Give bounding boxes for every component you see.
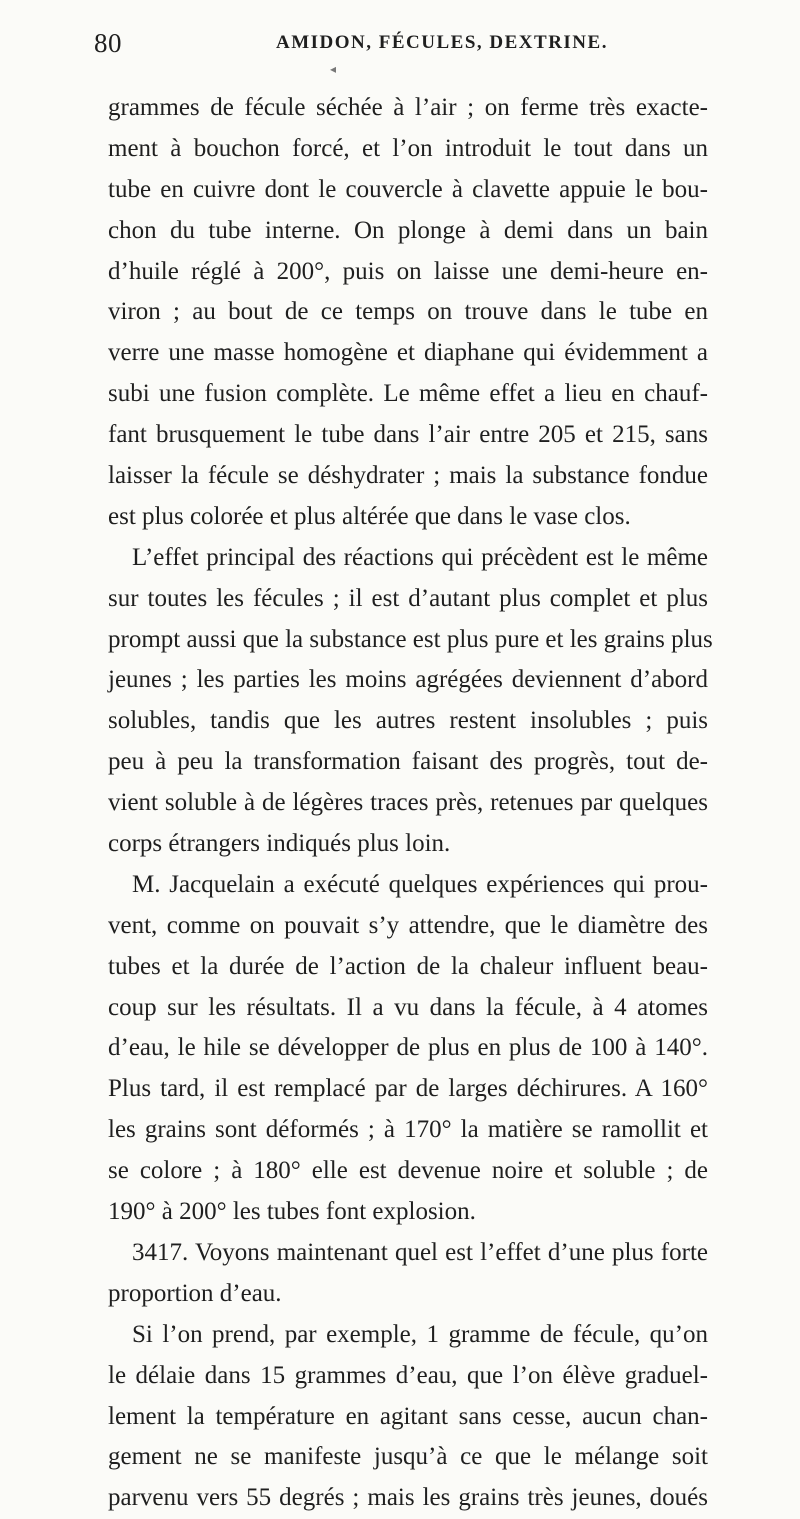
text-line: lement la température en agitant sans cesse, aucun chan- [108, 1402, 708, 1430]
text-line: solubles, tandis que les autres restent insolubles ; puis [108, 707, 708, 735]
text-line: Si l’on prend, par exemple, 1 gramme de fécule, qu’on [132, 1320, 708, 1348]
page-header [94, 28, 744, 76]
text-line: coup sur les résultats. Il a vu dans la fécule, à 4 atomes [108, 993, 708, 1021]
text-line: L’effet principal des réactions qui précèdent est le même [132, 543, 708, 571]
text-line: 190° à 200° les tubes font explosion. [108, 1198, 476, 1226]
text-line: corps étrangers indiqués plus loin. [108, 830, 451, 858]
text-line: le délaie dans 15 grammes d’eau, que l’on élève graduel- [108, 1361, 708, 1389]
text-line: grammes de fécule séchée à l’air ; on ferme très exacte- [108, 94, 708, 121]
text-line: vent, comme on pouvait s’y attendre, que le diamètre des [108, 911, 708, 939]
text-line: peu à peu la transformation faisant des progrès, tout de- [108, 748, 708, 776]
text-line: verre une masse homogène et diaphane qui évidemment a [108, 339, 708, 367]
text-line: les grains sont déformés ; à 170° la matière se ramollit et [108, 1116, 708, 1144]
text-line: d’huile réglé à 200°, puis on laisse une demi-heure en- [108, 257, 708, 285]
text-line: prompt aussi que la substance est plus pure et les grains plus [108, 625, 713, 653]
text-line: gement ne se manifeste jusqu’à ce que le mélange soit [108, 1443, 708, 1471]
text-line: Plus tard, il est remplacé par de larges déchirures. A 160° [108, 1075, 708, 1103]
text-line: sur toutes les fécules ; il est d’autant plus complet et plus [108, 584, 708, 612]
text-line: fant brusquement le tube dans l’air entre 205 et 215, sans [108, 421, 708, 449]
text-line: est plus colorée et plus altérée que dans le vase clos. [108, 502, 631, 530]
text-line: chon du tube interne. On plonge à demi dans un bain [108, 216, 708, 244]
text-line: M. Jacquelain a exécuté quelques expériences qui prou- [132, 870, 708, 898]
text-line: tubes et la durée de l’action de la chaleur influent beau- [108, 952, 708, 980]
text-line: jeunes ; les parties les moins agrégées deviennent d’abord [108, 666, 708, 694]
running-title: AMIDON, FÉCULES, DEXTRINE. [276, 32, 608, 53]
text-line: d’eau, le hile se développer de plus en plus de 100 à 140°. [108, 1034, 708, 1062]
print-mark-icon: ◂ [330, 62, 337, 76]
text-line: vient soluble à de légères traces près, retenues par quelques [108, 789, 708, 817]
text-line: subi une fusion complète. Le même effet a lieu en chauf- [108, 380, 708, 408]
text-line: laisser la fécule se déshydrater ; mais la substance fondue [108, 462, 708, 490]
body-text [108, 88, 713, 1519]
text-line: 3417. Voyons maintenant quel est l’effet d’une plus forte [132, 1238, 708, 1266]
text-line: tube en cuivre dont le couvercle à clavette appuie le bou- [108, 175, 708, 203]
text-line: se colore ; à 180° elle est devenue noire et soluble ; de [108, 1157, 708, 1185]
text-line: ment à bouchon forcé, et l’on introduit le tout dans un [108, 134, 708, 162]
page-number: 80 [94, 28, 122, 58]
text-line: viron ; au bout de ce temps on trouve dans le tube en [108, 298, 708, 326]
text-line: parvenu vers 55 degrés ; mais les grains très jeunes, doués [108, 1484, 708, 1512]
text-line: proportion d’eau. [108, 1279, 282, 1307]
